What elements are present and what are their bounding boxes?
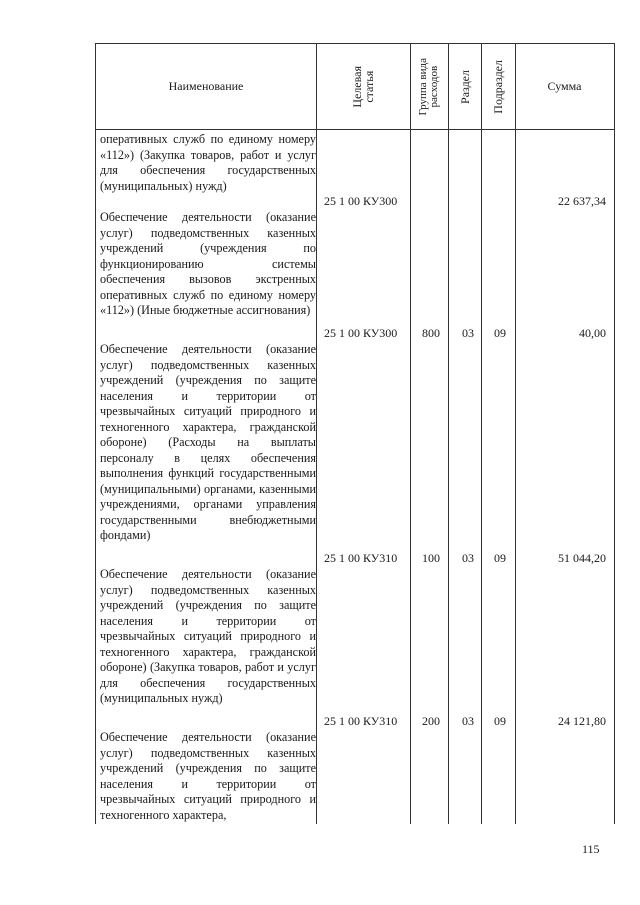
header-target-article: Целевая статья <box>350 65 376 108</box>
row-expense-group: 800 <box>422 326 440 340</box>
row-subsection: 09 <box>494 326 506 340</box>
row-target-article: 25 1 00 КУ300 <box>324 326 398 340</box>
budget-table <box>95 43 615 824</box>
row-description: Обеспечение деятельности (оказание услуг) подведомственных казенных учреждений (учреждения по защите населения и территории от чрезвычайных ситуаций природного и техногенного характера, гражданской обороне) (Закупка товаров, работ и услуг для обеспечения государственных (муниципальных нужд) <box>100 567 316 705</box>
header-section: Раздел <box>457 69 472 104</box>
row-amount: 40,00 <box>579 326 606 340</box>
row-description: Обеспечение деятельности (оказание услуг) подведомственных казенных учреждений (учреждения по защите населения и территории от чрезвычайных ситуаций природного и техногенного характера, гражданской обороне) (Расходы на выплаты персоналу в целях обеспечения выполнения функций государственными (муниципальными) органами, казенными учреждениями, органами управления государственными внебюджетными фондами) <box>100 342 316 542</box>
row-description: оперативных служб по единому номеру «112») (Закупка товаров, работ и услуг для обеспечения государственных (муниципальных) нужд) <box>100 132 316 193</box>
header-amount: Сумма <box>547 79 582 93</box>
column-divider <box>410 44 411 824</box>
row-section: 03 <box>462 714 474 728</box>
page-number: 115 <box>582 842 600 856</box>
header-expense-group-cell <box>410 44 448 129</box>
header-name: Наименование <box>168 79 244 93</box>
row-target-article: 25 1 00 КУ310 <box>324 714 398 728</box>
row-amount: 24 121,80 <box>558 714 606 728</box>
row-section: 03 <box>462 326 474 340</box>
row-target-article: 25 1 00 КУ310 <box>324 551 398 565</box>
row-description: Обеспечение деятельности (оказание услуг) подведомственных казенных учреждений (учреждения по функционированию системы обеспечения вызовов экстренных оперативных служб по единому номеру «112») (Иные бюджетные ассигнования) <box>100 210 316 317</box>
row-expense-group: 200 <box>422 714 440 728</box>
header-section-cell <box>448 44 481 129</box>
row-amount: 51 044,20 <box>558 551 606 565</box>
row-expense-group: 100 <box>422 551 440 565</box>
row-subsection: 09 <box>494 551 506 565</box>
column-divider <box>481 44 482 824</box>
row-section: 03 <box>462 551 474 565</box>
row-amount: 22 637,34 <box>558 194 606 208</box>
row-description: Обеспечение деятельности (оказание услуг) подведомственных казенных учреждений (учреждения по защите населения и территории от чрезвычайных ситуаций природного и техногенного характера, <box>100 730 316 822</box>
column-divider <box>448 44 449 824</box>
header-expense-group: Группа вида расходов <box>417 57 440 116</box>
header-name-cell <box>96 44 316 129</box>
row-subsection: 09 <box>494 714 506 728</box>
row-target-article: 25 1 00 КУ300 <box>324 194 398 208</box>
column-divider <box>316 44 317 824</box>
header-subsection: Подраздел <box>491 59 505 114</box>
column-divider <box>515 44 516 824</box>
header-amount-cell <box>515 44 614 129</box>
header-target-article-cell <box>316 44 410 129</box>
header-subsection-cell <box>481 44 515 129</box>
